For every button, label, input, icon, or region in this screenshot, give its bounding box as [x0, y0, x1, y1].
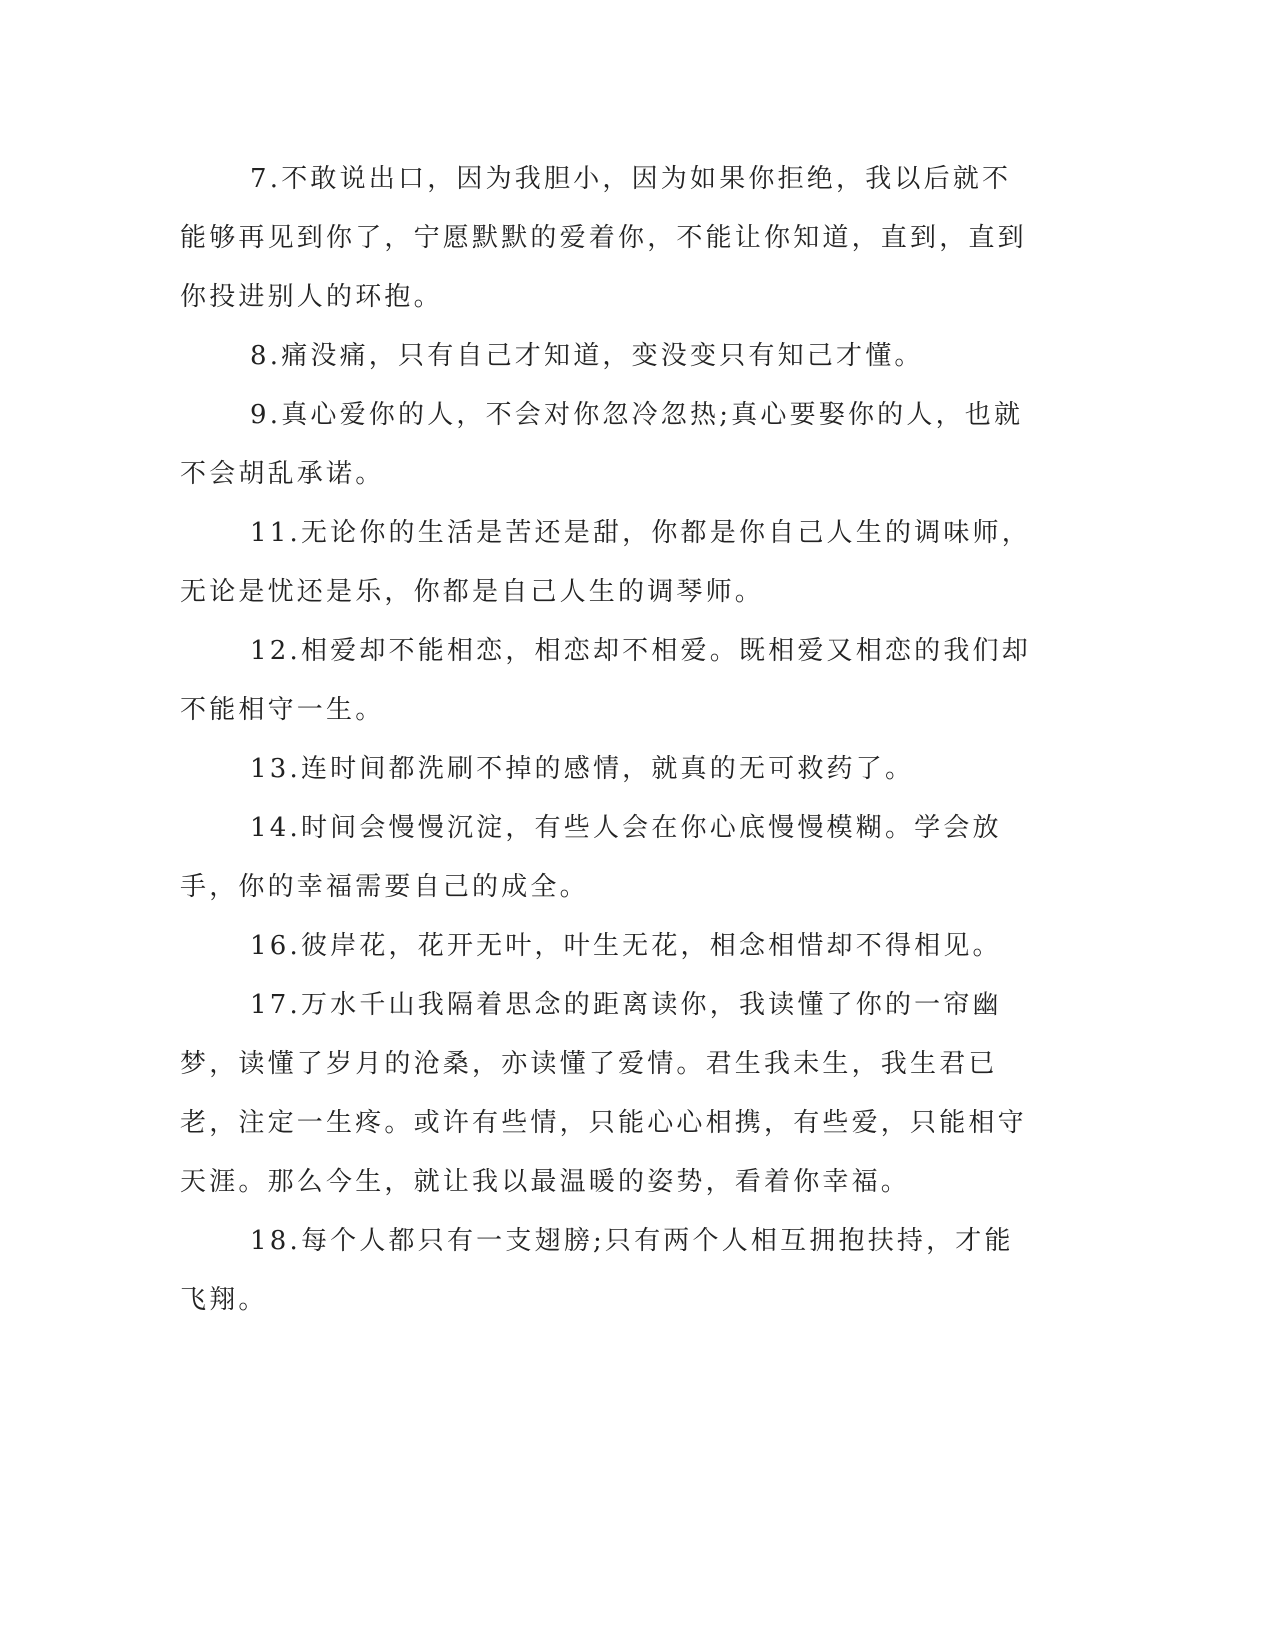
paragraph-16: 16.彼岸花，花开无叶，叶生无花，相念相惜却不得相见。 [250, 931, 1002, 961]
document-body [180, 150, 1035, 1330]
paragraph-8: 8.痛没痛，只有自己才知道，变没变只有知己才懂。 [250, 341, 924, 371]
paragraph-11: 11.无论你的生活是苦还是甜，你都是你自己人生的调味师，无论是忧还是乐，你都是自己人生的调琴师。 [180, 518, 1031, 607]
paragraph-12: 12.相爱却不能相恋，相恋却不相爱。既相爱又相恋的我们却不能相守一生。 [180, 636, 1031, 725]
paragraph-9: 9.真心爱你的人，不会对你忽冷忽热;真心要娶你的人，也就不会胡乱承诺。 [180, 400, 1024, 489]
paragraph-14: 14.时间会慢慢沉淀，有些人会在你心底慢慢模糊。学会放手，你的幸福需要自己的成全。 [180, 813, 1002, 902]
paragraph-18: 18.每个人都只有一支翅膀;只有两个人相互拥抱扶持，才能飞翔。 [180, 1226, 1014, 1315]
paragraph-17: 17.万水千山我隔着思念的距离读你，我读懂了你的一帘幽梦，读懂了岁月的沧桑，亦读懂了爱情。君生我未生，我生君已老，注定一生疼。或许有些情，只能心心相携，有些爱，只能相守天涯。那么今生，就让我以最温暖的姿势，看着你幸福。 [180, 990, 1027, 1197]
paragraph-13: 13.连时间都洗刷不掉的感情，就真的无可救药了。 [250, 754, 915, 784]
paragraph-7: 7.不敢说出口，因为我胆小，因为如果你拒绝，我以后就不能够再见到你了，宁愿默默的爱着你，不能让你知道，直到，直到你投进别人的环抱。 [180, 164, 1027, 312]
